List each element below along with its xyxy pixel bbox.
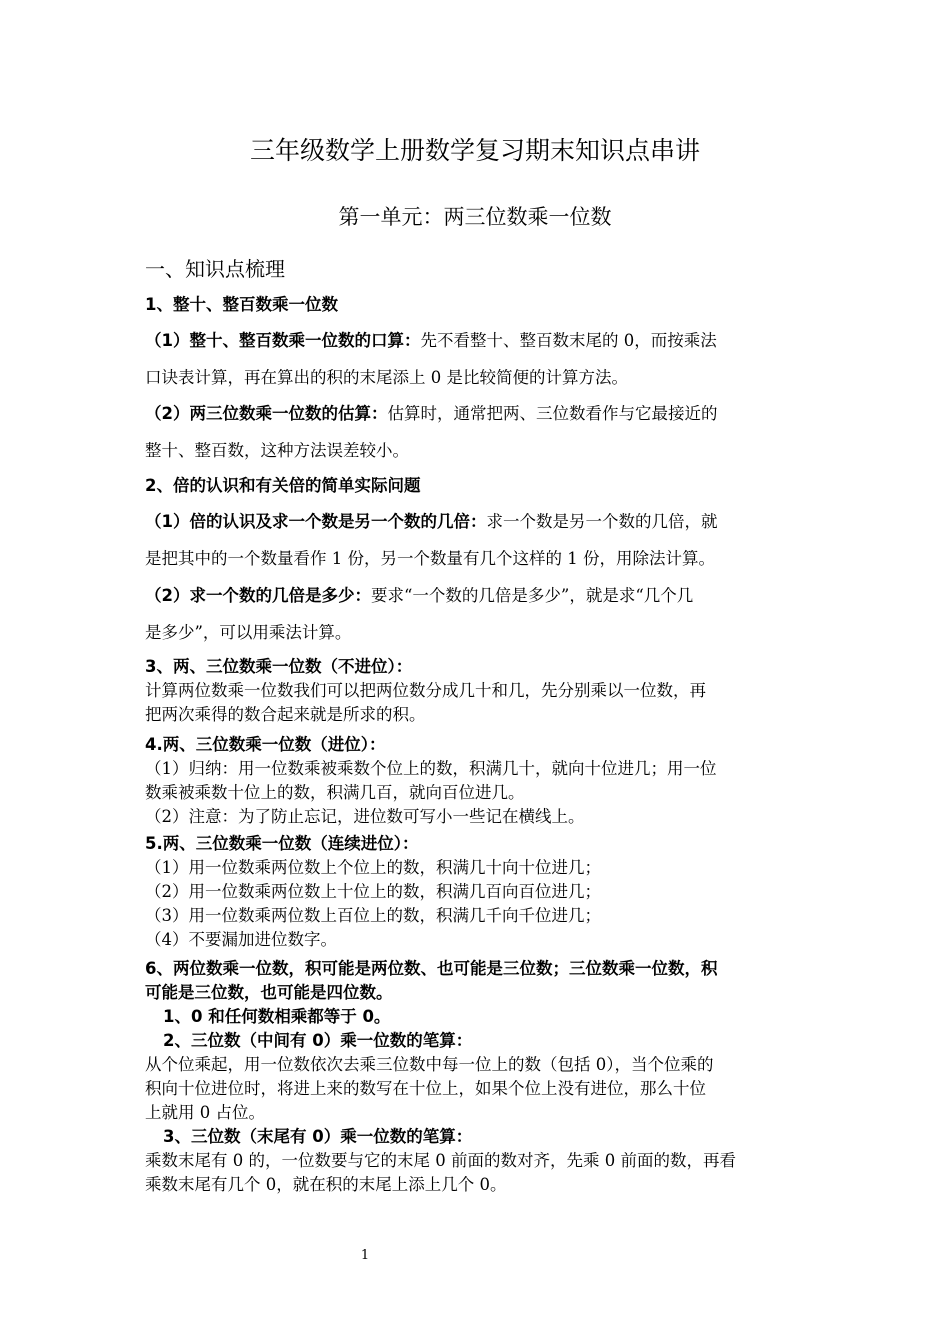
s3-heading: 3、两、三位数乘一位数（不进位）： bbox=[145, 657, 413, 676]
s5-heading: 5.两、三位数乘一位数（连续进位）： bbox=[145, 834, 419, 853]
document-title: 三年级数学上册数学复习期末知识点串讲 bbox=[249, 136, 700, 165]
s2-paragraphs bbox=[145, 503, 807, 651]
s6-sub1: 1、0 和任何数相乘都等于 0。 bbox=[163, 1007, 391, 1026]
s5-line4: （4）不要漏加进位数字。 bbox=[145, 930, 337, 949]
s1-p2-line2: 整十、整百数，这种方法误差较小。 bbox=[145, 441, 409, 460]
s1-paragraphs bbox=[145, 322, 807, 469]
s1-p1-line1: （1）整十、整百数乘一位数的口算：先不看整十、整百数末尾的 0，而按乘法 bbox=[145, 331, 717, 350]
s2-p1-line2: 是把其中的一个数量看作 1 份，另一个数量有几个这样的 1 份，用除法计算。 bbox=[145, 549, 715, 568]
s4-block bbox=[145, 733, 807, 829]
s5-line1: （1）用一位数乘两位数上个位上的数，积满几十向十位进几； bbox=[145, 858, 601, 877]
s2-p2-line1: （2）求一个数的几倍是多少：要求“一个数的几倍是多少”，就是求“几个几 bbox=[145, 586, 694, 605]
s4-line1: （1）归纳：用一位数乘被乘数个位上的数，积满几十，就向十位进几；用一位 bbox=[145, 759, 717, 778]
s4-line2: 数乘被乘数十位上的数，积满几百，就向百位进几。 bbox=[145, 783, 525, 802]
s5-line2: （2）用一位数乘两位数上十位上的数，积满几百向百位进几； bbox=[145, 882, 601, 901]
page-number: 1 bbox=[360, 1248, 370, 1263]
s6-sub3-line1: 乘数末尾有 0 的，一位数要与它的末尾 0 前面的数对齐，先乘 0 前面的数，再看 bbox=[145, 1151, 736, 1170]
s1-p1-line2: 口诀表计算，再在算出的积的末尾添上 0 是比较简便的计算方法。 bbox=[145, 368, 628, 387]
s2-p2-line2: 是多少”，可以用乘法计算。 bbox=[145, 623, 352, 642]
s4-line3: （2）注意：为了防止忘记，进位数可写小一些记在横线上。 bbox=[145, 807, 585, 826]
s5-line3: （3）用一位数乘两位数上百位上的数，积满几千向千位进几； bbox=[145, 906, 601, 925]
s6-sub3-line2: 乘数末尾有几个 0，就在积的末尾上添上几个 0。 bbox=[145, 1175, 507, 1194]
s6-sub2: 2、三位数（中间有 0）乘一位数的笔算： bbox=[163, 1031, 473, 1050]
s6-heading-line2: 可能是三位数，也可能是四位数。 bbox=[145, 983, 393, 1002]
section-title: 一、知识点梳理 bbox=[145, 257, 285, 281]
unit-title: 第一单元：两三位数乘一位数 bbox=[338, 205, 612, 229]
s4-heading: 4.两、三位数乘一位数（进位）： bbox=[145, 735, 386, 754]
s5-block bbox=[145, 832, 807, 952]
s2-p1-line1: （1）倍的认识及求一个数是另一个数的几倍：求一个数是另一个数的几倍，就 bbox=[145, 512, 718, 531]
s3-line2: 把两次乘得的数合起来就是所求的积。 bbox=[145, 705, 426, 724]
s6-sub3: 3、三位数（末尾有 0）乘一位数的笔算： bbox=[163, 1127, 473, 1146]
s6-sub2-line1: 从个位乘起，用一位数依次去乘三位数中每一位上的数（包括 0），当个位乘的 bbox=[145, 1055, 714, 1074]
s2-heading: 2、倍的认识和有关倍的简单实际问题 bbox=[145, 476, 421, 495]
s6-heading-line1: 6、两位数乘一位数，积可能是两位数、也可能是三位数；三位数乘一位数，积 bbox=[145, 959, 718, 978]
s3-block bbox=[145, 655, 807, 727]
s3-line1: 计算两位数乘一位数我们可以把两位数分成几十和几，先分别乘以一位数，再 bbox=[145, 681, 706, 700]
s1-heading: 1、整十、整百数乘一位数 bbox=[145, 295, 338, 314]
s1-p2-line1: （2）两三位数乘一位数的估算：估算时，通常把两、三位数看作与它最接近的 bbox=[145, 404, 718, 423]
s6-block bbox=[145, 957, 807, 1197]
s6-sub2-line2: 积向十位进位时，将进上来的数写在十位上，如果个位上没有进位，那么十位 bbox=[145, 1079, 706, 1098]
s6-sub2-line3: 上就用 0 占位。 bbox=[145, 1103, 265, 1122]
